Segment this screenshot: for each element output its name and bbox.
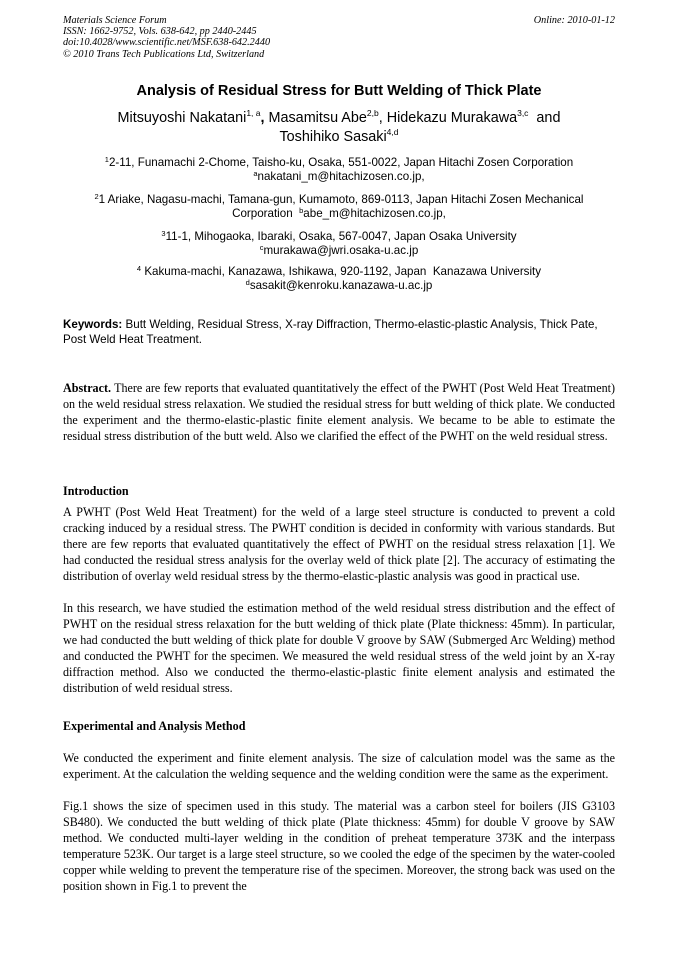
abstract-label: Abstract. — [63, 381, 112, 395]
email-superscript: a — [253, 169, 258, 178]
affiliation-address: 11-1, Mihogaoka, Ibaraki, Osaka, 567-0047, Japan Osaka University — [165, 230, 517, 243]
issn-line: ISSN: 1662-9752, Vols. 638-642, pp 2440-2445 — [63, 26, 257, 38]
journal-header — [63, 15, 615, 60]
author-separator: and — [528, 110, 561, 126]
author-superscript: 2,b — [366, 108, 379, 118]
affiliation-superscript: 4 — [136, 264, 142, 273]
author-separator: , — [378, 110, 387, 126]
doi-line: doi:10.4028/www.scientific.net/MSF.638-642.2440 — [63, 37, 271, 49]
paper-title: Analysis of Residual Stress for Butt Welding of Thick Plate — [136, 83, 542, 99]
journal-name: Materials Science Forum — [63, 15, 167, 26]
email-superscript: d — [245, 278, 250, 287]
affiliation-address: 1 Ariake, Nagasu-machi, Tamana-gun, Kumamoto, 869-0113, Japan Hitachi Zosen Mechanical — [98, 193, 584, 206]
author-name: Hidekazu Murakawa — [386, 110, 518, 126]
author-name: Masamitsu Abe — [268, 110, 367, 126]
abstract-text: There are few reports that evaluated quantitatively the effect of the PWHT (Post Weld Heat Treatment) on the weld residual stress relaxation. We studied the residual stress for butt welding of thick plate. We conducted the experiment and the thermo-elastic-plastic finite element analysis. We became to be able to estimate the residual stress distribution of the butt weld. Also we clarified the effect of the PWHT on the weld residual stress. — [63, 381, 615, 443]
affiliation-superscript: 2 — [94, 192, 99, 201]
section-heading-introduction: Introduction — [63, 484, 129, 498]
affiliation-address: Kakuma-machi, Kanazawa, Ishikawa, 920-1192, Japan Kanazawa University — [141, 265, 542, 278]
author-name: Mitsuyoshi Nakatani — [117, 110, 247, 126]
keywords — [63, 317, 615, 347]
method-paragraph-2: Fig.1 shows the size of specimen used in this study. The material was a carbon steel for boilers (JIS G3103 SB480). We conducted the butt welding of thick plate (Plate thickness: 45mm) for double V groove by SAW method. We conducted multi-layer welding in the condition of preheat temperature 373K and the interpass temperature 523K. Our target is a large steel structure, so we cooled the edge of the specimen by the water-cooled copper while welding to prevent the temperature rise of the specimen. Moreover, the strong back was used on the position shown in Fig.1 to prevent the — [63, 799, 615, 893]
email-superscript: b — [299, 206, 304, 215]
abstract — [63, 381, 615, 445]
affiliation-superscript: 3 — [161, 229, 166, 238]
affiliation-1 — [40, 156, 638, 184]
author-list — [60, 109, 618, 147]
online-date: Online: 2010-01-12 — [533, 15, 615, 26]
section-heading-method: Experimental and Analysis Method — [63, 719, 246, 733]
method-paragraph-1: We conducted the experiment and finite element analysis. The size of calculation model was the same as the experiment. At the calculation the welding sequence and the welding condition were the same as the experiment. — [63, 751, 615, 781]
author-separator: , — [260, 110, 269, 126]
author-superscript: 3,c — [517, 108, 529, 118]
affiliation-email: nakatani_m@hitachizosen.co.jp, — [257, 170, 425, 183]
author-superscript: 4,d — [386, 127, 399, 137]
introduction-paragraph-1: A PWHT (Post Weld Heat Treatment) for the weld of a large steel structure is conducted to prevent a cold cracking induced by a residual stress. The PWHT condition is decided in conformity with various standards. But there are few reports that evaluated quantitatively the effect of PWHT on the residual stress relaxation [1]. We had conducted the residual stress analysis for the overlay weld of thick plate [2]. The accuracy of estimating the distribution of overlay weld residual stress by the thermo-elastic-plastic analysis was good in practical use. — [63, 505, 615, 583]
author-superscript: 1, a — [246, 108, 261, 118]
affiliation-superscript: 1 — [104, 155, 109, 164]
introduction-paragraph-2: In this research, we have studied the estimation method of the weld residual stress distribution and the effect of PWHT on the residual stress relaxation for the butt welding of thick plate (Plate thickness: 45mm). In particular, we had conducted the butt welding of thick plate for double V groove by SAW (Submerged Arc Welding) method and conducted the PWHT for the specimen. We measured the weld residual stress of the weld joint by an X-ray diffraction method. Also we conducted the thermo-elastic-plastic finite element analysis and estimated the distribution of weld residual stress. — [63, 601, 615, 695]
affiliation-address: 2-11, Funamachi 2-Chome, Taisho-ku, Osaka, 551-0022, Japan Hitachi Zosen Corporation — [108, 156, 574, 169]
keywords-label: Keywords: — [63, 318, 123, 331]
affiliation-address-cont: Corporation — [232, 207, 293, 220]
affiliation-3 — [40, 230, 638, 258]
author-name: Toshihiko Sasaki — [279, 129, 387, 145]
affiliation-email: abe_m@hitachizosen.co.jp, — [303, 207, 446, 220]
copyright-line: © 2010 Trans Tech Publications Ltd, Switzerland — [63, 48, 265, 60]
affiliation-email: murakawa@jwri.osaka-u.ac.jp — [263, 244, 419, 257]
keywords-text: Butt Welding, Residual Stress, X-ray Diffraction, Thermo-elastic-plastic Analysis, Thick Pate, Post Weld Heat Treatment. — [63, 318, 598, 346]
affiliation-4 — [40, 265, 638, 293]
affiliation-2 — [40, 193, 638, 221]
affiliation-email: sasakit@kenroku.kanazawa-u.ac.jp — [249, 279, 433, 292]
email-superscript: c — [259, 243, 264, 252]
